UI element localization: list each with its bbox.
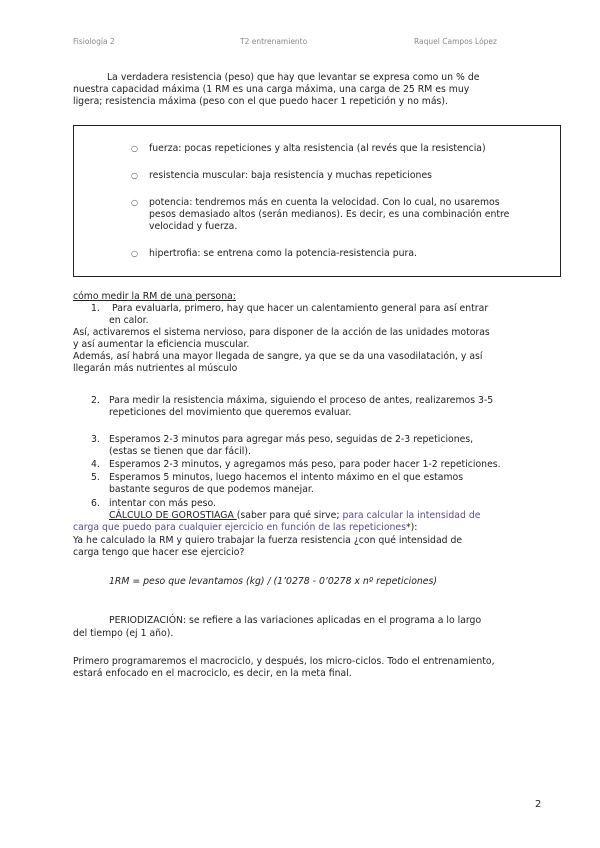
header-topic: T2 entrenamiento [240,37,308,46]
box-item-potencia-line-3: velocidad y fuerza. [149,221,238,232]
periodizacion-line-2: del tiempo (ej 1 año). [73,628,174,639]
header-author: Raquel Campos López [414,37,497,46]
rm-para-line-4: llegarán más nutrientes al músculo [73,363,238,374]
gorostiaga-formula: 1RM = peso que levantamos (kg) / (1’0278 - 0’0278 x nº repeticiones) [109,576,437,587]
step-6-line-1: intentar con más peso. [109,498,216,509]
gorostiaga-purpose-2: carga que puedo para cualquier ejercicio en función de las repeticiones [73,522,406,533]
gorostiaga-question-line-1: Ya he calculado la RM y quiero trabajar la fuerza resistencia ¿con qué intensidad de [73,535,463,546]
rm-heading: cómo medir la RM de una persona: [73,291,236,302]
intro-line-1: La verdadera resistencia (peso) que hay que levantar se expresa como un % de [107,72,480,83]
step-6-number: 6. [91,498,100,509]
closing-line-2: estará enfocado en el macrociclo, es decir, en la meta final. [73,668,352,679]
bullet-icon: ○ [131,144,138,153]
bullet-icon: ○ [131,171,138,180]
step-1-line-2: en calor. [109,315,149,326]
step-5-line-1: Esperamos 5 minutos, luego hacemos el intento máximo en el que estamos [109,472,464,483]
step-1-number: 1. [91,303,100,314]
intro-line-3: ligera; resistencia máxima (peso con el que puedo hacer 1 repetición y no más). [73,96,448,107]
step-3-line-2: (estas se tienen que dar fácil). [109,446,251,457]
step-3-number: 3. [91,434,100,445]
intro-line-2: nuestra capacidad máxima (1 RM es una carga máxima, una carga de 25 RM es muy [73,84,470,95]
bullet-icon: ○ [131,249,138,258]
box-item-potencia-line-1: potencia: tendremos más en cuenta la velocidad. Con lo cual, no usaremos [149,197,500,208]
periodizacion-line-1: PERIODIZACIÓN: se refiere a las variaciones aplicadas en el programa a lo largo [109,615,482,626]
box-item-hipertrofia: hipertrofia: se entrena como la potencia-resistencia pura. [149,248,417,259]
gorostiaga-question-line-2: carga tengo que hacer ese ejercicio? [73,547,245,558]
rm-para-line-3: Además, así habrá una mayor llegada de sangre, ya que se da una vasodilatación, y así [73,351,483,362]
step-5-number: 5. [91,472,100,483]
step-2-line-2: repeticiones del movimiento que queremos evaluar. [109,407,352,418]
gorostiaga-paren-open: (saber para qué sirve; [236,510,343,521]
box-item-potencia-line-2: pesos demasiado altos (serán medianos). Es decir, es una combinación entre [149,209,510,220]
rm-para-line-1: Así, activaremos el sistema nervioso, para disponer de la acción de las unidades motoras [73,327,490,338]
header-subject: Fisiología 2 [73,37,115,46]
step-1-line-1: Para evaluarla, primero, hay que hacer un calentamiento general para así entrar [112,303,489,314]
step-5-line-2: bastante seguros de que podemos manejar. [109,484,314,495]
closing-line-1: Primero programaremos el macrociclo, y después, los micro-ciclos. Todo el entrenamiento, [73,656,495,667]
gorostiaga-heading-line [109,510,480,522]
step-4-number: 4. [91,459,100,470]
gorostiaga-paren-close: *): [406,522,418,533]
bullet-icon: ○ [131,198,138,207]
gorostiaga-purpose-line [73,522,417,534]
page-number: 2 [535,799,542,810]
gorostiaga-title: CÁLCULO DE GOROSTIAGA [109,510,237,521]
step-3-line-1: Esperamos 2-3 minutos para agregar más peso, seguidas de 2-3 repeticiones, [109,434,474,445]
step-4-line-1: Esperamos 2-3 minutos, y agregamos más peso, para poder hacer 1-2 repeticiones. [109,459,501,470]
rm-para-line-2: y así aumentar la eficiencia muscular. [73,339,250,350]
box-item-fuerza: fuerza: pocas repeticiones y alta resistencia (al revés que la resistencia) [149,143,486,154]
step-2-number: 2. [91,395,100,406]
box-item-resistencia: resistencia muscular: baja resistencia y muchas repeticiones [149,170,433,181]
step-2-line-1: Para medir la resistencia máxima, siguiendo el proceso de antes, realizaremos 3-5 [109,395,494,406]
gorostiaga-purpose-1: para calcular la intensidad de [342,510,481,521]
